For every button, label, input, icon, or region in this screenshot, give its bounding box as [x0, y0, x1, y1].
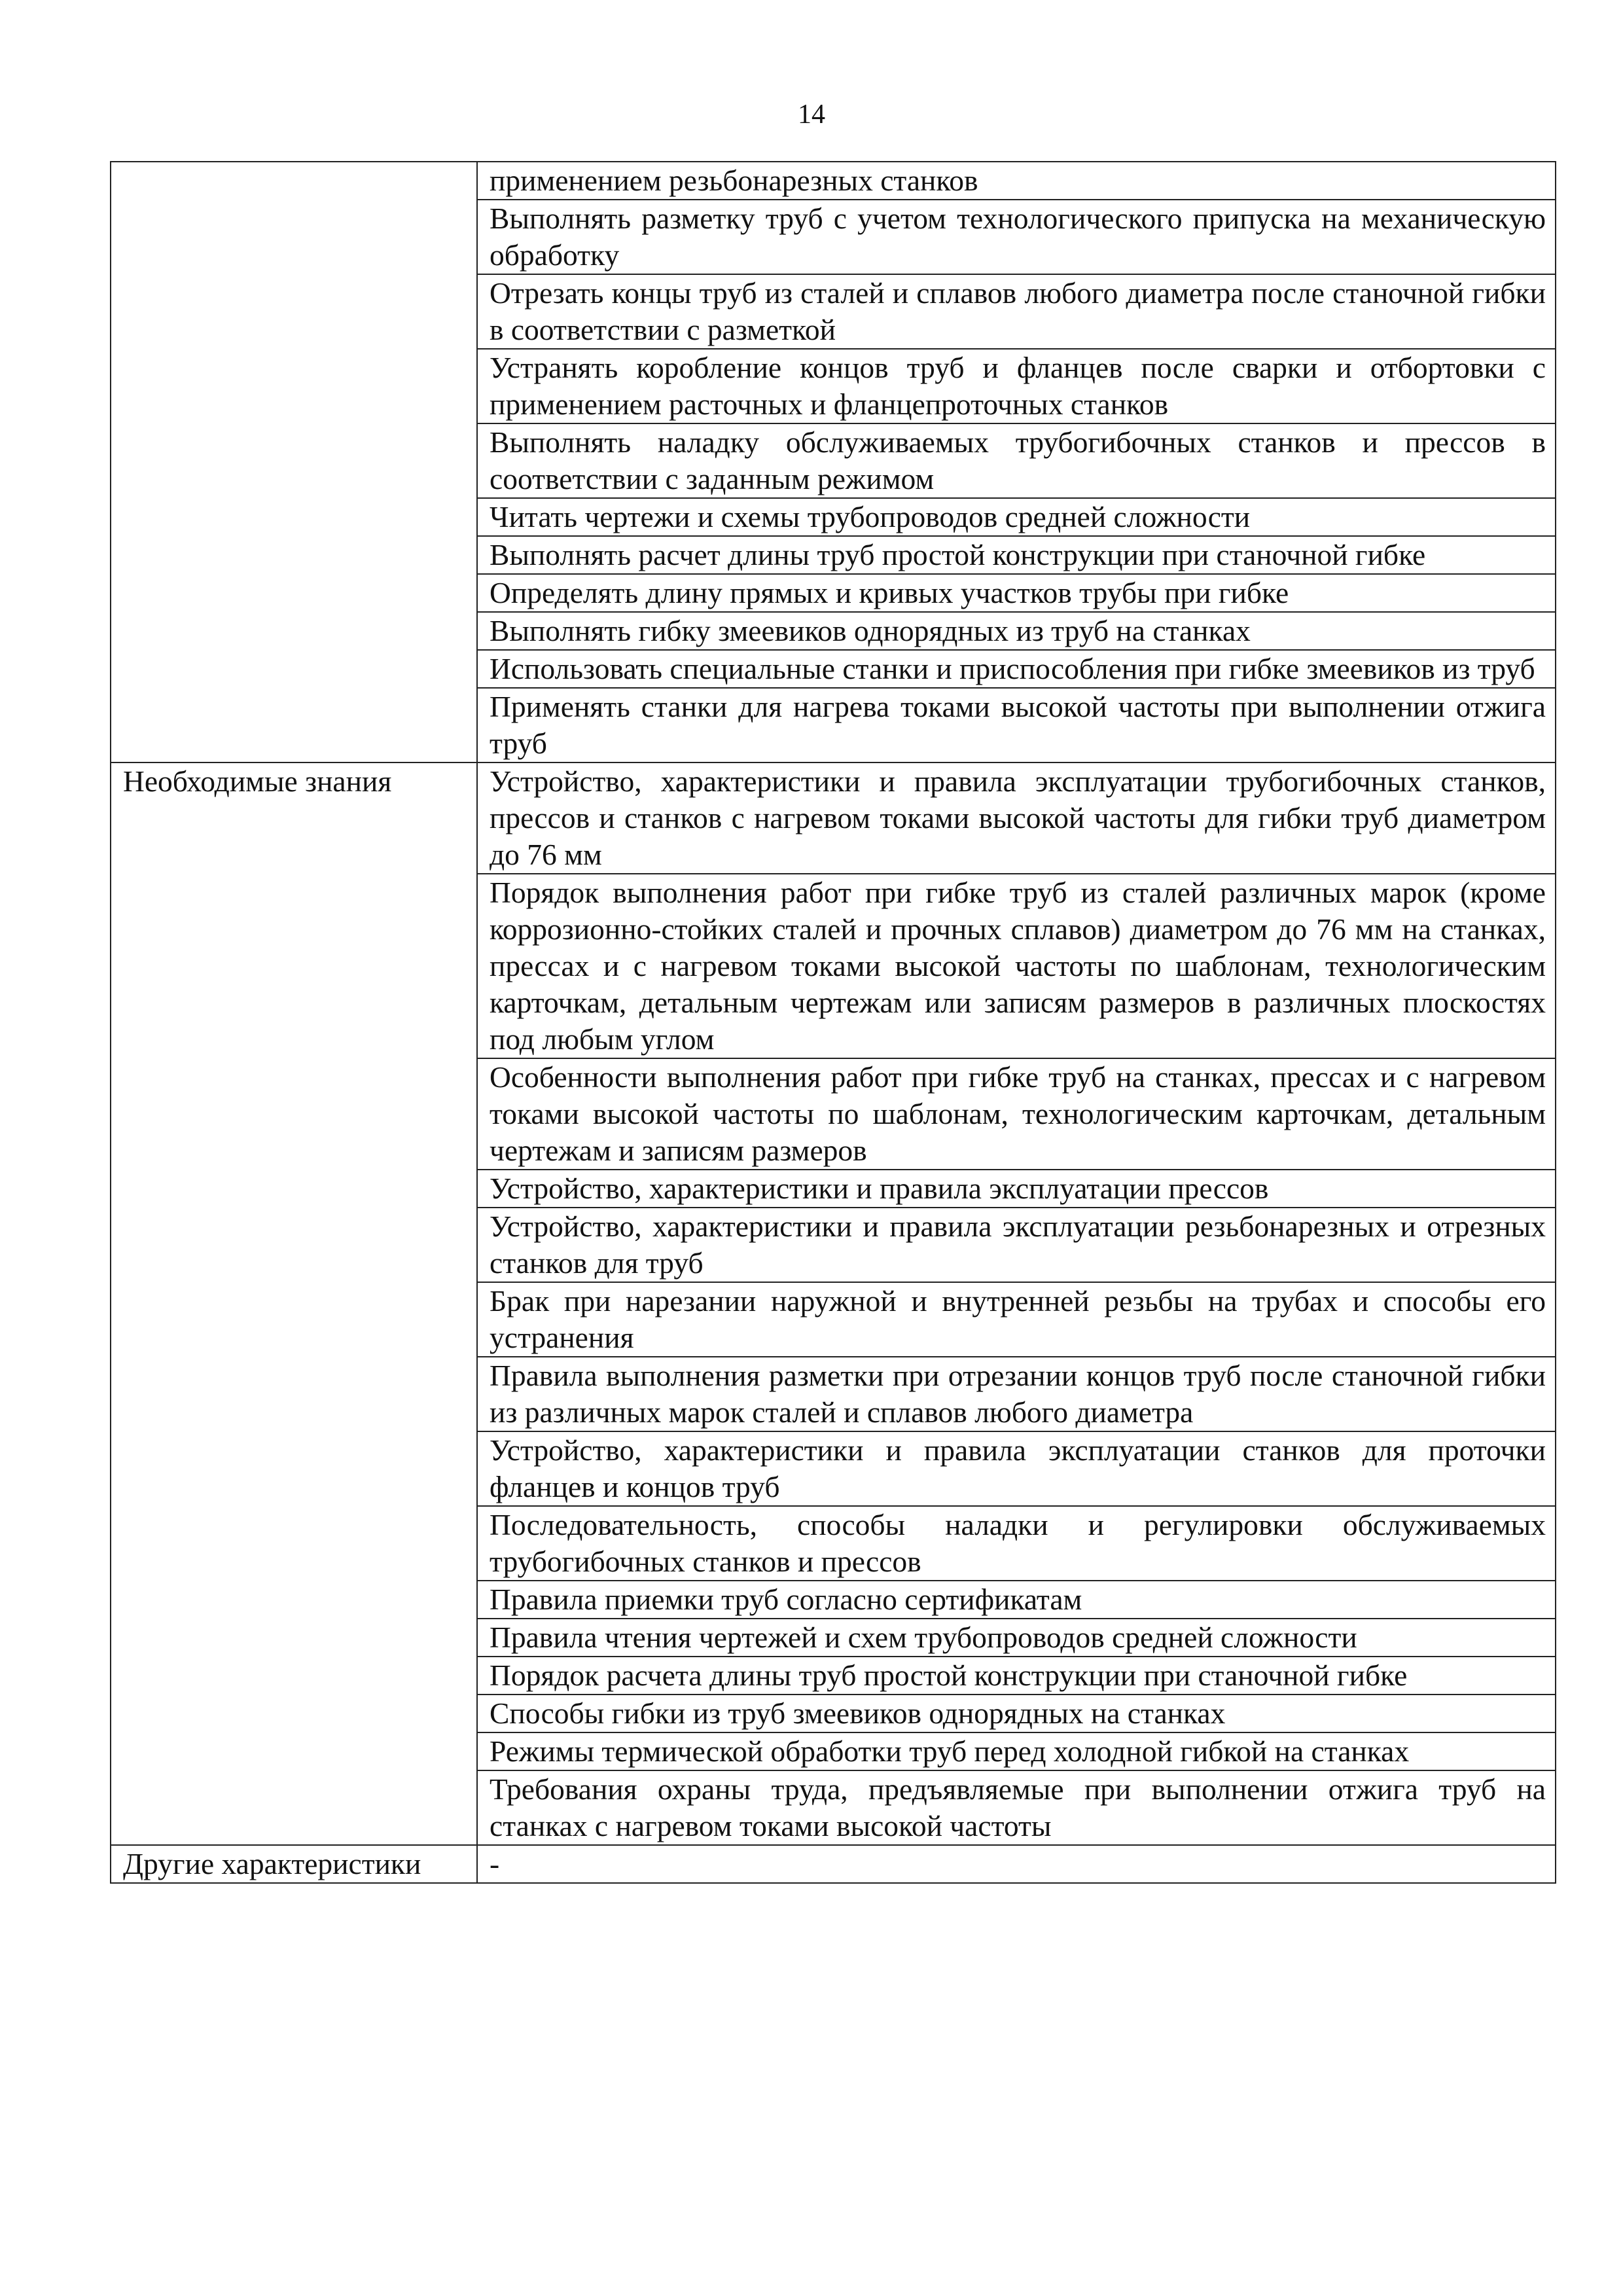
skill-item: Выполнять наладку обслуживаемых трубогибочных станков и прессов в соответствии с заданным режимом: [477, 423, 1556, 498]
knowledge-item: Порядок выполнения работ при гибке труб из сталей различных марок (кроме коррозионно-стойких сталей и прочных сплавов) диаметром до 76 мм на станках, прессах и с нагревом токами высокой частоты по шаблонам, технологическим карточкам, детальным чертежам или записям размеров в различных плоскостях под любым углом: [477, 874, 1556, 1058]
knowledge-item: Правила чтения чертежей и схем трубопроводов средней сложности: [477, 1619, 1556, 1657]
table-row: [111, 162, 1556, 200]
knowledge-item: Правила приемки труб согласно сертификатам: [477, 1581, 1556, 1619]
skill-item: применением резьбонарезных станков: [477, 162, 1556, 200]
table-row: [111, 762, 1556, 874]
knowledge-item: Устройство, характеристики и правила эксплуатации трубогибочных станков, прессов и станков с нагревом токами высокой частоты для гибки труб диаметром до 76 мм: [477, 762, 1556, 874]
knowledge-item: Устройство, характеристики и правила эксплуатации прессов: [477, 1170, 1556, 1208]
page-number: 14: [798, 99, 825, 130]
other-characteristics-value: -: [477, 1845, 1556, 1883]
skill-item: Определять длину прямых и кривых участков трубы при гибке: [477, 574, 1556, 612]
knowledge-item: Режимы термической обработки труб перед холодной гибкой на станках: [477, 1732, 1556, 1770]
knowledge-item: Особенности выполнения работ при гибке труб на станках, прессах и с нагревом токами высокой частоты по шаблонам, технологическим карточкам, детальным чертежам и записям размеров: [477, 1058, 1556, 1170]
skill-item: Отрезать концы труб из сталей и сплавов любого диаметра после станочной гибки в соответствии с разметкой: [477, 274, 1556, 349]
table-row: [111, 1845, 1556, 1883]
skill-item: Устранять коробление концов труб и фланцев после сварки и отбортовки с применением расточных и фланцепроточных станков: [477, 349, 1556, 423]
skills-label-cell: [111, 162, 477, 762]
knowledge-item: Брак при нарезании наружной и внутренней резьбы на трубах и способы его устранения: [477, 1282, 1556, 1357]
skill-item: Использовать специальные станки и приспособления при гибке змеевиков из труб: [477, 650, 1556, 688]
skill-item: Читать чертежи и схемы трубопроводов средней сложности: [477, 498, 1556, 536]
skill-item: Выполнять разметку труб с учетом технологического припуска на механическую обработку: [477, 200, 1556, 274]
knowledge-item: Способы гибки из труб змеевиков однорядных на станках: [477, 1695, 1556, 1732]
skill-item: Выполнять гибку змеевиков однорядных из труб на станках: [477, 612, 1556, 650]
other-characteristics-label: Другие характеристики: [111, 1845, 477, 1883]
knowledge-item: Последовательность, способы наладки и регулировки обслуживаемых трубогибочных станков и прессов: [477, 1506, 1556, 1581]
skill-item: Применять станки для нагрева токами высокой частоты при выполнении отжига труб: [477, 688, 1556, 762]
knowledge-item: Требования охраны труда, предъявляемые при выполнении отжига труб на станках с нагревом токами высокой частоты: [477, 1770, 1556, 1845]
knowledge-label: Необходимые знания: [111, 762, 477, 1845]
knowledge-item: Устройство, характеристики и правила эксплуатации станков для проточки фланцев и концов труб: [477, 1431, 1556, 1506]
knowledge-item: Порядок расчета длины труб простой конструкции при станочной гибке: [477, 1657, 1556, 1695]
skill-item: Выполнять расчет длины труб простой конструкции при станочной гибке: [477, 536, 1556, 574]
requirements-table: [110, 161, 1556, 1884]
knowledge-item: Правила выполнения разметки при отрезании концов труб после станочной гибки из различных марок сталей и сплавов любого диаметра: [477, 1357, 1556, 1431]
knowledge-item: Устройство, характеристики и правила эксплуатации резьбонарезных и отрезных станков для труб: [477, 1208, 1556, 1282]
